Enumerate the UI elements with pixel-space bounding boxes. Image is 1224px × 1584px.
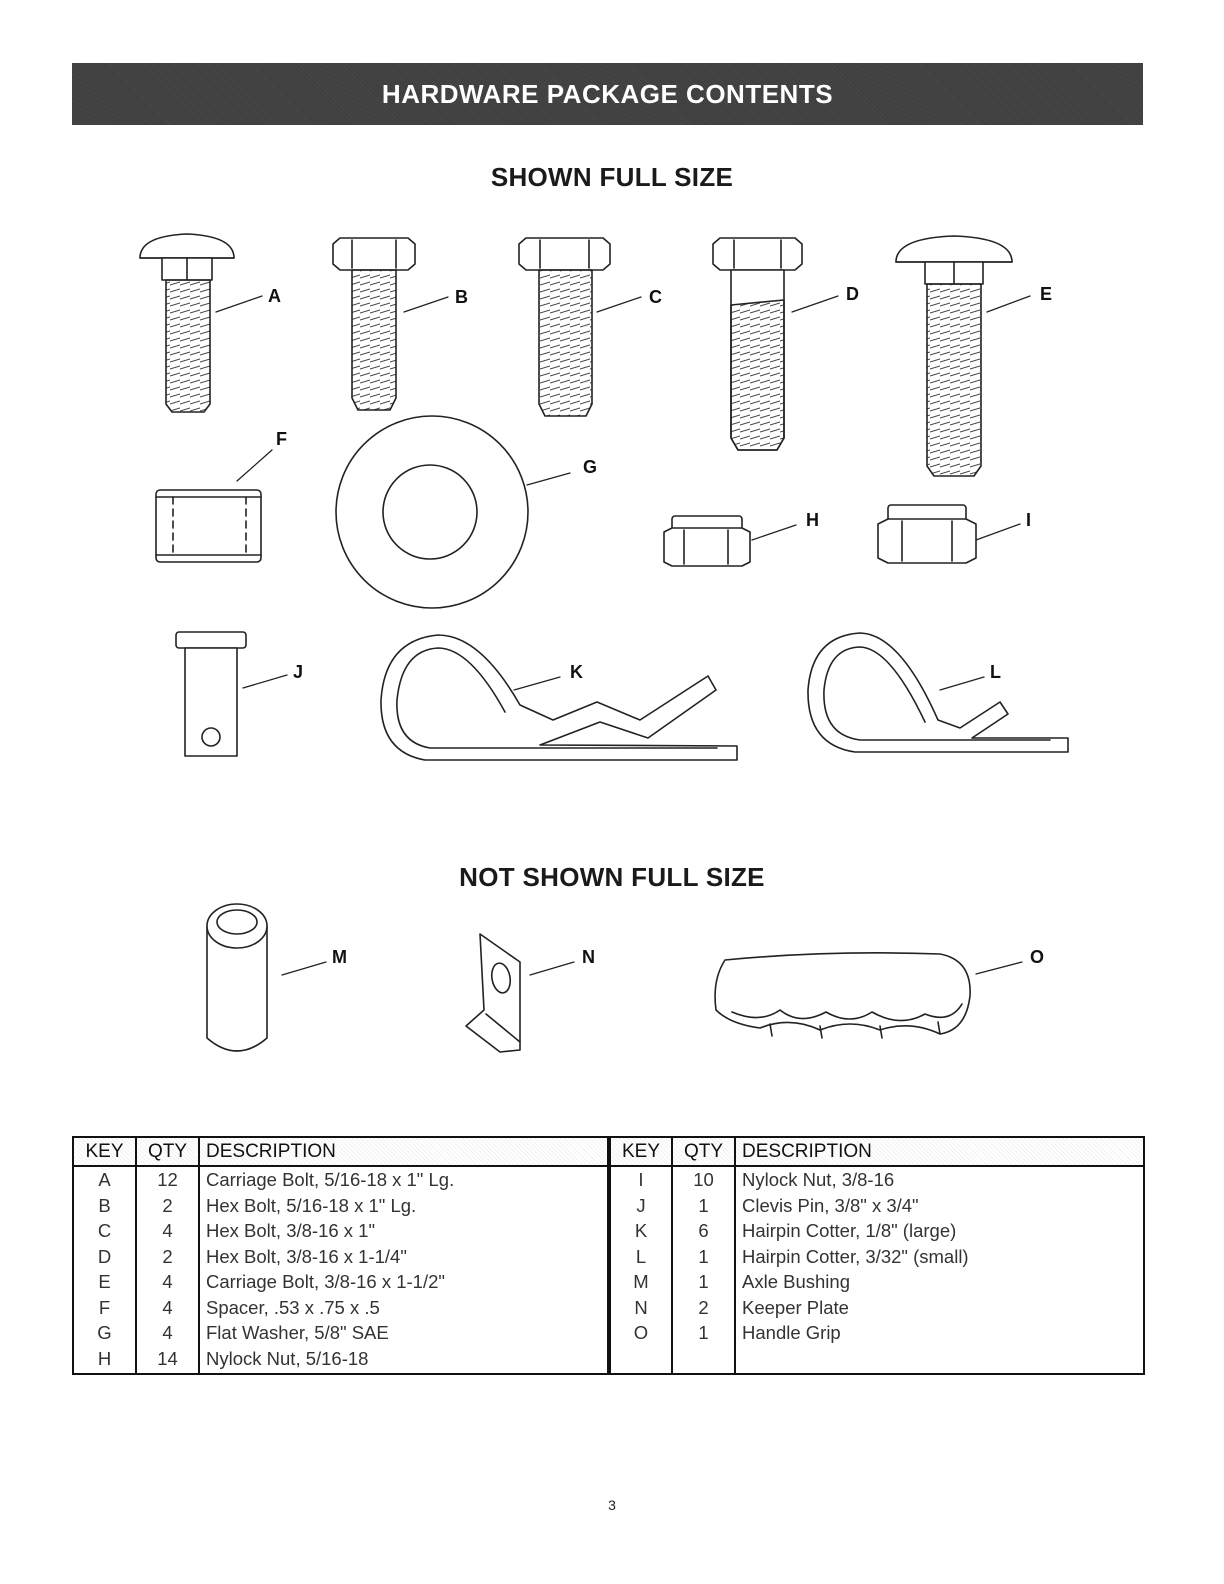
- handle-grip-o-icon: [715, 953, 970, 1038]
- label-c: C: [649, 287, 662, 307]
- table-row: [73, 1346, 1144, 1375]
- cell-qty: 4: [136, 1218, 199, 1244]
- nylock-nut-h-icon: [664, 516, 750, 566]
- cell-qty: 2: [672, 1295, 735, 1321]
- cell-description: Hairpin Cotter, 3/32" (small): [735, 1244, 1144, 1270]
- cell-description: [735, 1346, 1144, 1375]
- parts-table: [72, 1136, 1145, 1375]
- cell-description: Hairpin Cotter, 1/8" (large): [735, 1218, 1144, 1244]
- spacer-f-icon: [156, 490, 261, 562]
- label-m: M: [332, 947, 347, 967]
- hex-bolt-d-icon: [713, 238, 802, 450]
- cell-description: Axle Bushing: [735, 1269, 1144, 1295]
- cell-description: Handle Grip: [735, 1320, 1144, 1346]
- cell-key: F: [98, 1296, 111, 1318]
- cell-description: Hex Bolt, 3/8-16 x 1-1/4": [199, 1244, 609, 1270]
- cell-description: Keeper Plate: [735, 1295, 1144, 1321]
- cell-description: Nylock Nut, 3/8-16: [735, 1166, 1144, 1193]
- cell-description: Nylock Nut, 5/16-18: [199, 1346, 609, 1375]
- cell-qty: 14: [136, 1346, 199, 1375]
- nylock-nut-i-icon: [878, 505, 976, 563]
- cell-qty: 12: [136, 1166, 199, 1193]
- label-j: J: [293, 662, 304, 682]
- carriage-bolt-a-icon: [140, 234, 234, 412]
- table-row: [73, 1166, 1144, 1193]
- hairpin-cotter-k-icon: [381, 635, 737, 760]
- header-key: KEY: [609, 1137, 672, 1166]
- label-g: G: [583, 457, 598, 477]
- keeper-plate-n-icon: [466, 934, 520, 1052]
- cell-key: [609, 1346, 672, 1375]
- cell-qty: 1: [672, 1269, 735, 1295]
- label-d: D: [846, 284, 859, 304]
- header-description: DESCRIPTION: [735, 1137, 1144, 1166]
- label-o: O: [1030, 947, 1045, 967]
- cell-qty: 4: [136, 1295, 199, 1321]
- label-e: E: [1040, 284, 1053, 304]
- table-row: [73, 1269, 1144, 1295]
- clevis-pin-j-icon: [176, 632, 246, 756]
- label-b: B: [455, 287, 468, 307]
- cell-key: D: [97, 1245, 112, 1267]
- cell-qty: 2: [136, 1244, 199, 1270]
- cell-qty: 6: [672, 1218, 735, 1244]
- label-f: F: [276, 429, 287, 449]
- header-title: HARDWARE PACKAGE CONTENTS: [381, 78, 834, 109]
- hex-bolt-c-icon: [519, 238, 610, 416]
- label-a: A: [268, 286, 281, 306]
- label-i: I: [1026, 510, 1032, 530]
- header-key: KEY: [73, 1137, 136, 1166]
- cell-description: Flat Washer, 5/8" SAE: [199, 1320, 609, 1346]
- cell-key: K: [609, 1218, 672, 1244]
- cell-description: Hex Bolt, 3/8-16 x 1": [199, 1218, 609, 1244]
- carriage-bolt-e-icon: [896, 236, 1012, 476]
- cell-qty: 4: [136, 1320, 199, 1346]
- cell-key: J: [609, 1193, 672, 1219]
- cell-description: Hex Bolt, 5/16-18 x 1" Lg.: [199, 1193, 609, 1219]
- cell-key: B: [98, 1194, 111, 1216]
- hex-bolt-b-icon: [333, 238, 415, 410]
- cell-key: H: [97, 1347, 112, 1369]
- label-n: N: [582, 947, 595, 967]
- cell-qty: 1: [672, 1193, 735, 1219]
- cell-qty: 1: [672, 1320, 735, 1346]
- cell-key: G: [97, 1322, 112, 1343]
- label-k: K: [570, 662, 583, 682]
- cell-qty: 2: [136, 1193, 199, 1219]
- cell-key: A: [98, 1169, 111, 1190]
- table-header-row: [73, 1137, 1144, 1166]
- cell-key: M: [609, 1269, 672, 1295]
- leader-lines: [216, 296, 1030, 975]
- cell-key: L: [609, 1244, 672, 1270]
- page-number: 3: [608, 1497, 616, 1513]
- label-l: L: [990, 662, 1001, 682]
- table-row: [73, 1218, 1144, 1244]
- header-qty: QTY: [136, 1137, 199, 1166]
- label-h: H: [806, 510, 819, 530]
- table-row: [73, 1295, 1144, 1321]
- header-description: DESCRIPTION: [199, 1137, 609, 1166]
- cell-qty: 4: [136, 1269, 199, 1295]
- cell-key: C: [97, 1220, 112, 1241]
- cell-description: Carriage Bolt, 3/8-16 x 1-1/2": [199, 1269, 609, 1295]
- table-row: [73, 1320, 1144, 1346]
- axle-bushing-m-icon: [207, 904, 267, 1051]
- cell-qty: 10: [672, 1166, 735, 1193]
- cell-description: Spacer, .53 x .75 x .5: [199, 1295, 609, 1321]
- cell-key: O: [609, 1320, 672, 1346]
- cell-key: I: [609, 1166, 672, 1193]
- cell-description: Carriage Bolt, 5/16-18 x 1" Lg.: [199, 1166, 609, 1193]
- table-row: [73, 1193, 1144, 1219]
- cell-description: Clevis Pin, 3/8" x 3/4": [735, 1193, 1144, 1219]
- header-qty: QTY: [672, 1137, 735, 1166]
- cell-qty: [672, 1346, 735, 1375]
- cell-key: N: [609, 1295, 672, 1321]
- section-title-full-size: SHOWN FULL SIZE: [490, 162, 734, 192]
- section-title-not-full-size: NOT SHOWN FULL SIZE: [459, 862, 765, 892]
- table-row: [73, 1244, 1144, 1270]
- flat-washer-g-icon: [336, 416, 528, 608]
- cell-key: E: [98, 1271, 111, 1292]
- hairpin-cotter-l-icon: [808, 633, 1068, 752]
- cell-qty: 1: [672, 1244, 735, 1270]
